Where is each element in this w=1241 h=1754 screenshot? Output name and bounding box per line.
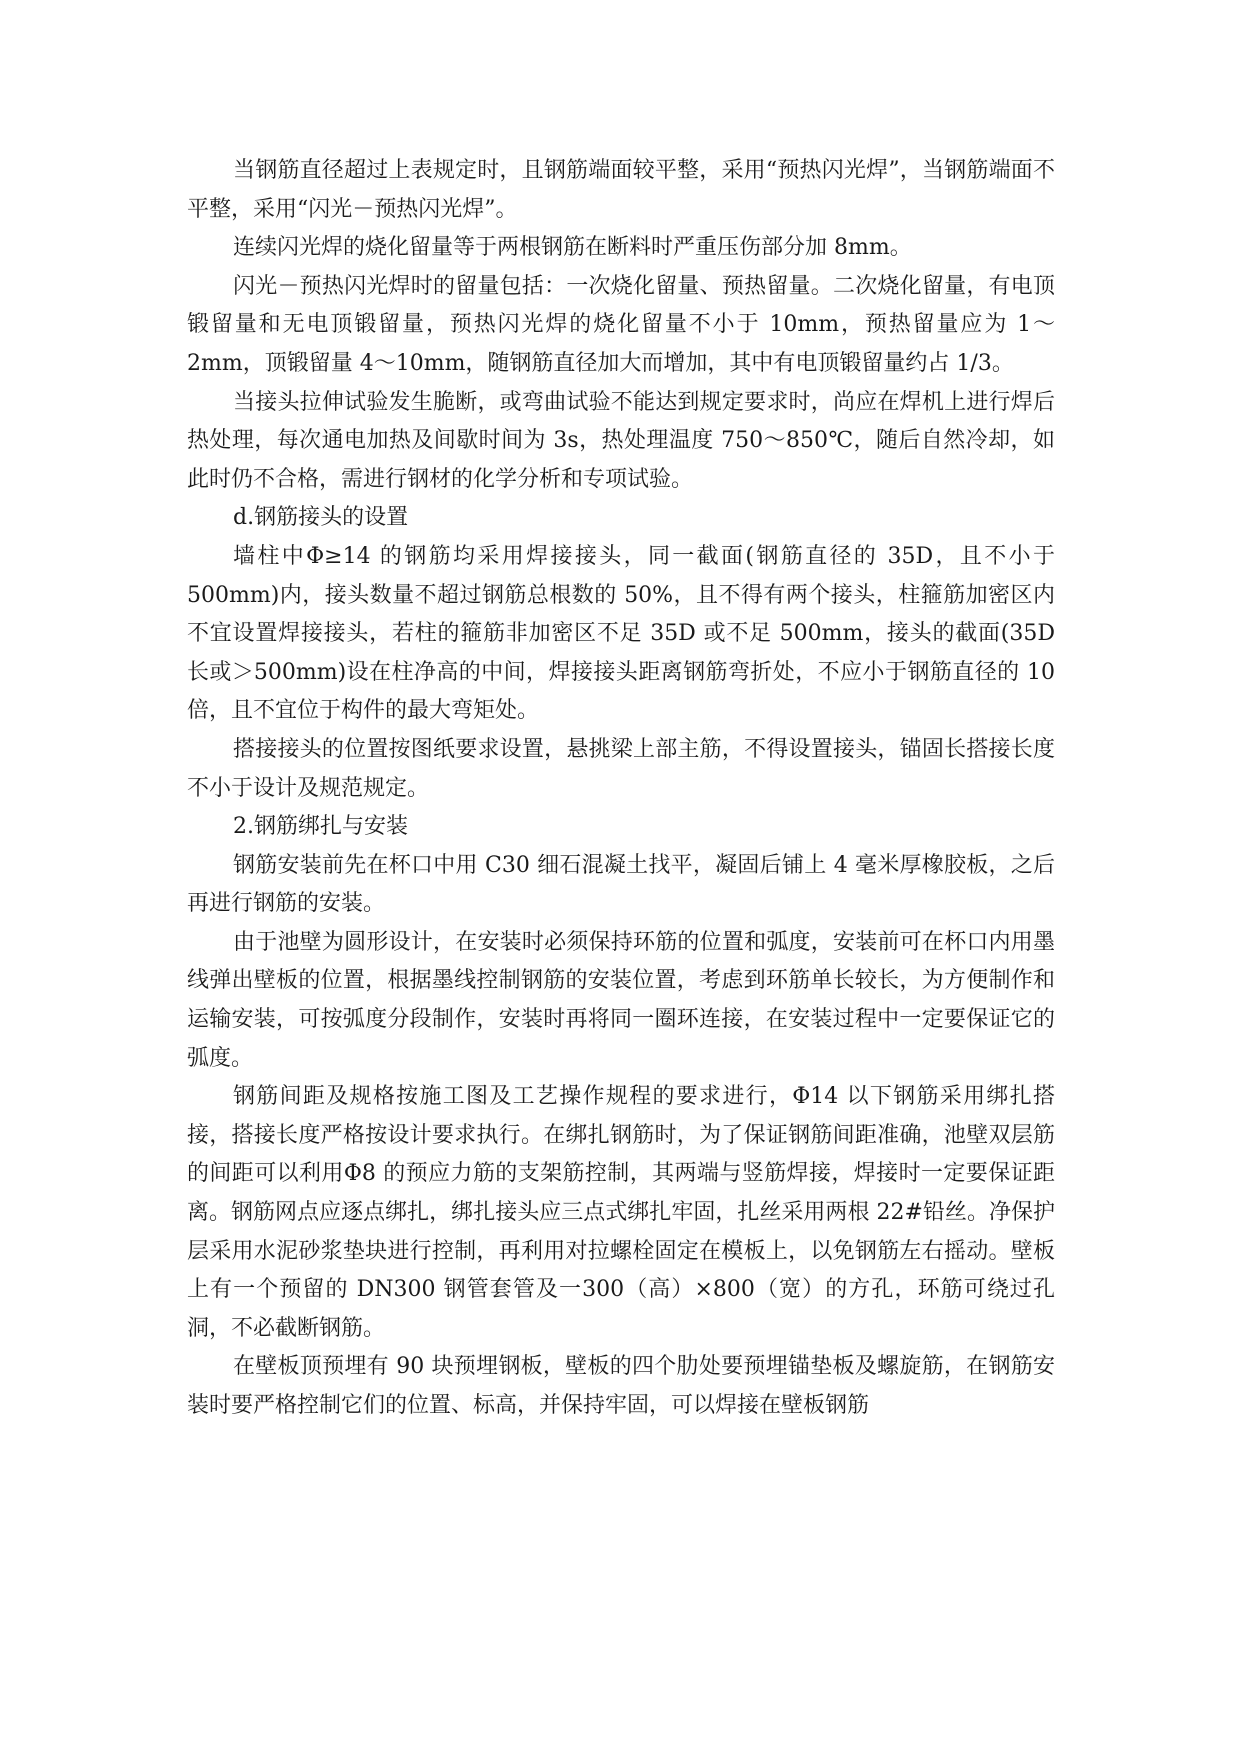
paragraph-embedded-plates: 在壁板顶预埋有 90 块预埋钢板，壁板的四个肋处要预埋锚垫板及螺旋筋，在钢筋安装时要严格控制它们的位置、标高，并保持牢固，可以焊接在壁板钢筋 [187, 1354, 1055, 1418]
paragraph-installation-prep: 钢筋安装前先在杯口中用 C30 细石混凝土找平，凝固后铺上 4 毫米厚橡胶板，之后再进行钢筋的安装。 [187, 852, 1055, 917]
paragraph-welded-joints: 墙柱中Φ≥14 的钢筋均采用焊接接头，同一截面(钢筋直径的 35D，且不小于 500mm)内，接头数量不超过钢筋总根数的 50%，且不得有两个接头，柱箍筋加密区内不宜设置焊接接头，若柱的箍筋非加密区不足 35D 或不足 500mm，接头的截面(35D 长或＞500mm)设在柱净高的中间，焊接接头距离钢筋弯折处，不应小于钢筋直径的 10 倍，且不宜位于构件的最大弯矩处。 [187, 543, 1055, 724]
section-heading-binding-installation: 2.钢筋绑扎与安装 [233, 814, 408, 840]
document-body [187, 152, 1055, 1426]
section-heading-joint-setup: d.钢筋接头的设置 [233, 505, 409, 531]
paragraph-flash-welding-method: 当钢筋直径超过上表规定时，且钢筋端面较平整，采用“预热闪光焊”，当钢筋端面不平整，采用“闪光－预热闪光焊”。 [187, 158, 1055, 222]
paragraph-spacing-binding: 钢筋间距及规格按施工图及工艺操作规程的要求进行，Φ14 以下钢筋采用绑扎搭接，搭接长度严格按设计要求执行。在绑扎钢筋时，为了保证钢筋间距准确，池壁双层筋的间距可以利用Φ8 的预应力筋的支架筋控制，其两端与竖筋焊接，焊接时一定要保证距离。钢筋网点应逐点绑扎，绑扎接头应三点式绑扎牢固，扎丝采用两根 22#铅丝。净保护层采用水泥砂浆垫块进行控制，再利用对拉螺栓固定在模板上，以免钢筋左右摇动。壁板上有一个预留的 DN300 钢管套管及一300（高）×800（宽）的方孔，环筋可绕过孔洞，不必截断钢筋。 [187, 1084, 1055, 1341]
paragraph-continuous-flash-allowance: 连续闪光焊的烧化留量等于两根钢筋在断料时严重压伤部分加 8mm。 [233, 235, 912, 261]
paragraph-preheat-allowance: 闪光－预热闪光焊时的留量包括：一次烧化留量、预热留量。二次烧化留量，有电顶锻留量和无电顶锻留量，预热闪光焊的烧化留量不小于 10mm，预热留量应为 1～2mm，顶锻留量 4～10mm，随钢筋直径加大而增加，其中有电顶锻留量约占 1/3。 [187, 273, 1055, 376]
paragraph-heat-treatment: 当接头拉伸试验发生脆断，或弯曲试验不能达到规定要求时，尚应在焊机上进行焊后热处理，每次通电加热及间歇时间为 3s，热处理温度 750～850℃，随后自然冷却，如此时仍不合格，需进行钢材的化学分析和专项试验。 [187, 389, 1055, 492]
paragraph-circular-wall: 由于池壁为圆形设计，在安装时必须保持环筋的位置和弧度，安装前可在杯口内用墨线弹出壁板的位置，根据墨线控制钢筋的安装位置，考虑到环筋单长较长，为方便制作和运输安装，可按弧度分段制作，安装时再将同一圈环连接，在安装过程中一定要保证它的弧度。 [187, 929, 1055, 1071]
paragraph-lap-joints: 搭接接头的位置按图纸要求设置，悬挑梁上部主筋，不得设置接头，锚固长搭接长度不小于设计及规范规定。 [187, 736, 1055, 801]
